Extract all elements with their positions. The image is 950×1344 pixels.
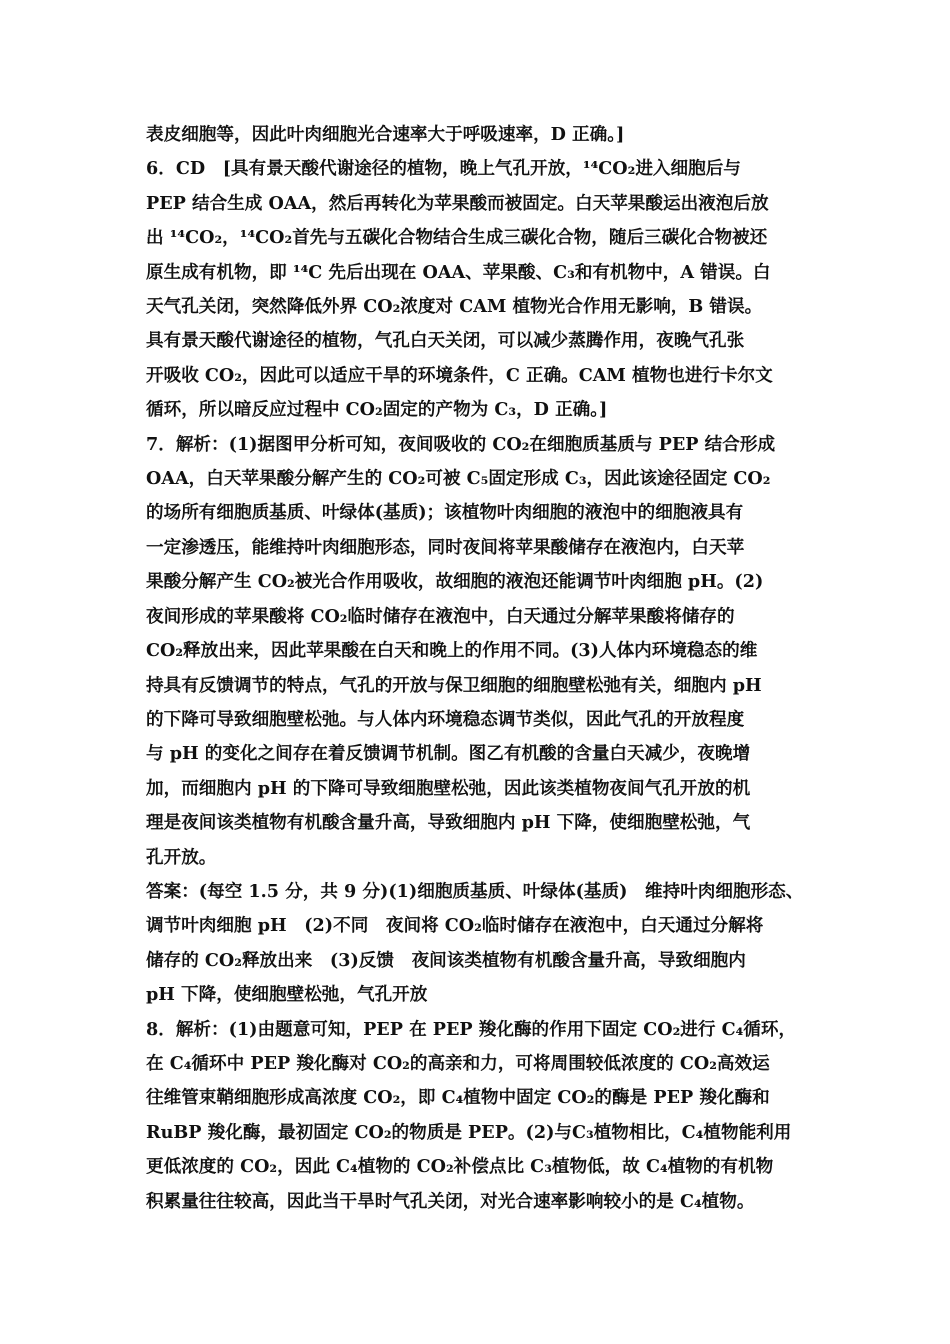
text-line: 的场所有细胞质基质、叶绿体(基质)；该植物叶肉细胞的液泡中的细胞液具有 [146, 502, 744, 524]
text-line: 表皮细胞等，因此叶肉细胞光合速率大于呼吸速率，D 正确。] [146, 124, 625, 145]
text-line: 答案：(每空 1.5 分，共 9 分)(1)细胞质基质、叶绿体(基质) 维持叶肉细胞形态、 [146, 880, 804, 902]
text-line: 调节叶肉细胞 pH (2)不同 夜间将 CO₂临时储存在液泡中，白天通过分解将 [146, 915, 764, 937]
document-page [146, 118, 810, 1219]
text-line: 的下降可导致细胞壁松弛。与人体内环境稳态调节类似，因此气孔的开放程度 [146, 708, 745, 730]
text-line: 开吸收 CO₂，因此可以适应干旱的环境条件，C 正确。CAM 植物也进行卡尔文 [146, 364, 773, 386]
text-line: 孔开放。 [146, 846, 217, 868]
text-line: RuBP 羧化酶，最初固定 CO₂的物质是 PEP。(2)与C₃植物相比，C₄植物能利用 [146, 1121, 792, 1143]
text-line: 循环，所以暗反应过程中 CO₂固定的产物为 C₃，D 正确。] [146, 399, 608, 421]
text-line: 加，而细胞内 pH 的下降可导致细胞壁松弛，因此该类植物夜间气孔开放的机 [146, 777, 751, 799]
text-line: 天气孔关闭，突然降低外界 CO₂浓度对 CAM 植物光合作用无影响，B 错误。 [146, 296, 763, 318]
text-line: 6．CD [具有景天酸代谢途径的植物，晚上气孔开放，¹⁴CO₂进入细胞后与 [146, 158, 741, 180]
text-line: OAA，白天苹果酸分解产生的 CO₂可被 C₅固定形成 C₃，因此该途径固定 CO₂ [146, 468, 771, 490]
text-line: 8．解析：(1)由题意可知，PEP 在 PEP 羧化酶的作用下固定 CO₂进行 C₄循环， [146, 1018, 797, 1040]
answer-7 [146, 875, 810, 1013]
answer-6 [146, 152, 810, 427]
text-line: 果酸分解产生 CO₂被光合作用吸收，故细胞的液泡还能调节叶肉细胞 pH。(2) [146, 571, 764, 593]
text-line: 7．解析：(1)据图甲分析可知，夜间吸收的 CO₂在细胞质基质与 PEP 结合形成 [146, 433, 776, 455]
text-line: 持具有反馈调节的特点，气孔的开放与保卫细胞的细胞壁松弛有关，细胞内 pH [146, 674, 762, 696]
text-line: CO₂释放出来，因此苹果酸在白天和晚上的作用不同。(3)人体内环境稳态的维 [146, 640, 758, 662]
text-line: 理是夜间该类植物有机酸含量升高，导致细胞内 pH 下降，使细胞壁松弛，气 [146, 812, 751, 834]
text-line: 更低浓度的 CO₂，因此 C₄植物的 CO₂补偿点比 C₃植物低，故 C₄植物的有机物 [146, 1156, 774, 1178]
text-line: 夜间形成的苹果酸将 CO₂临时储存在液泡中，白天通过分解苹果酸将储存的 [146, 605, 735, 627]
text-line: pH 下降，使细胞壁松弛，气孔开放 [146, 984, 428, 1006]
text-line: 与 pH 的变化之间存在着反馈调节机制。图乙有机酸的含量白天减少，夜晚增 [146, 743, 751, 765]
text-line: 具有景天酸代谢途径的植物，气孔白天关闭，可以减少蒸腾作用，夜晚气孔张 [146, 330, 745, 352]
text-line: 出 ¹⁴CO₂，¹⁴CO₂首先与五碳化合物结合生成三碳化合物，随后三碳化合物被还 [146, 227, 768, 249]
text-line: 在 C₄循环中 PEP 羧化酶对 CO₂的高亲和力，可将周围较低浓度的 CO₂高效运 [146, 1052, 770, 1074]
analysis-8 [146, 1013, 810, 1219]
text-line: 储存的 CO₂释放出来 (3)反馈 夜间该类植物有机酸含量升高，导致细胞内 [146, 949, 746, 971]
text-line: PEP 结合生成 OAA，然后再转化为苹果酸而被固定。白天苹果酸运出液泡后放 [146, 192, 769, 214]
text-line: 一定渗透压，能维持叶肉细胞形态，同时夜间将苹果酸储存在液泡内，白天苹 [146, 536, 745, 558]
text-line: 积累量往往较高，因此当干旱时气孔关闭，对光合速率影响较小的是 C₄植物。 [146, 1190, 755, 1212]
paragraph-continuation [146, 118, 810, 152]
text-line: 原生成有机物，即 ¹⁴C 先后出现在 OAA、苹果酸、C₃和有机物中，A 错误。白 [146, 261, 771, 283]
analysis-7 [146, 428, 810, 875]
text-line: 往维管束鞘细胞形成高浓度 CO₂，即 C₄植物中固定 CO₂的酶是 PEP 羧化酶和 [146, 1087, 770, 1109]
